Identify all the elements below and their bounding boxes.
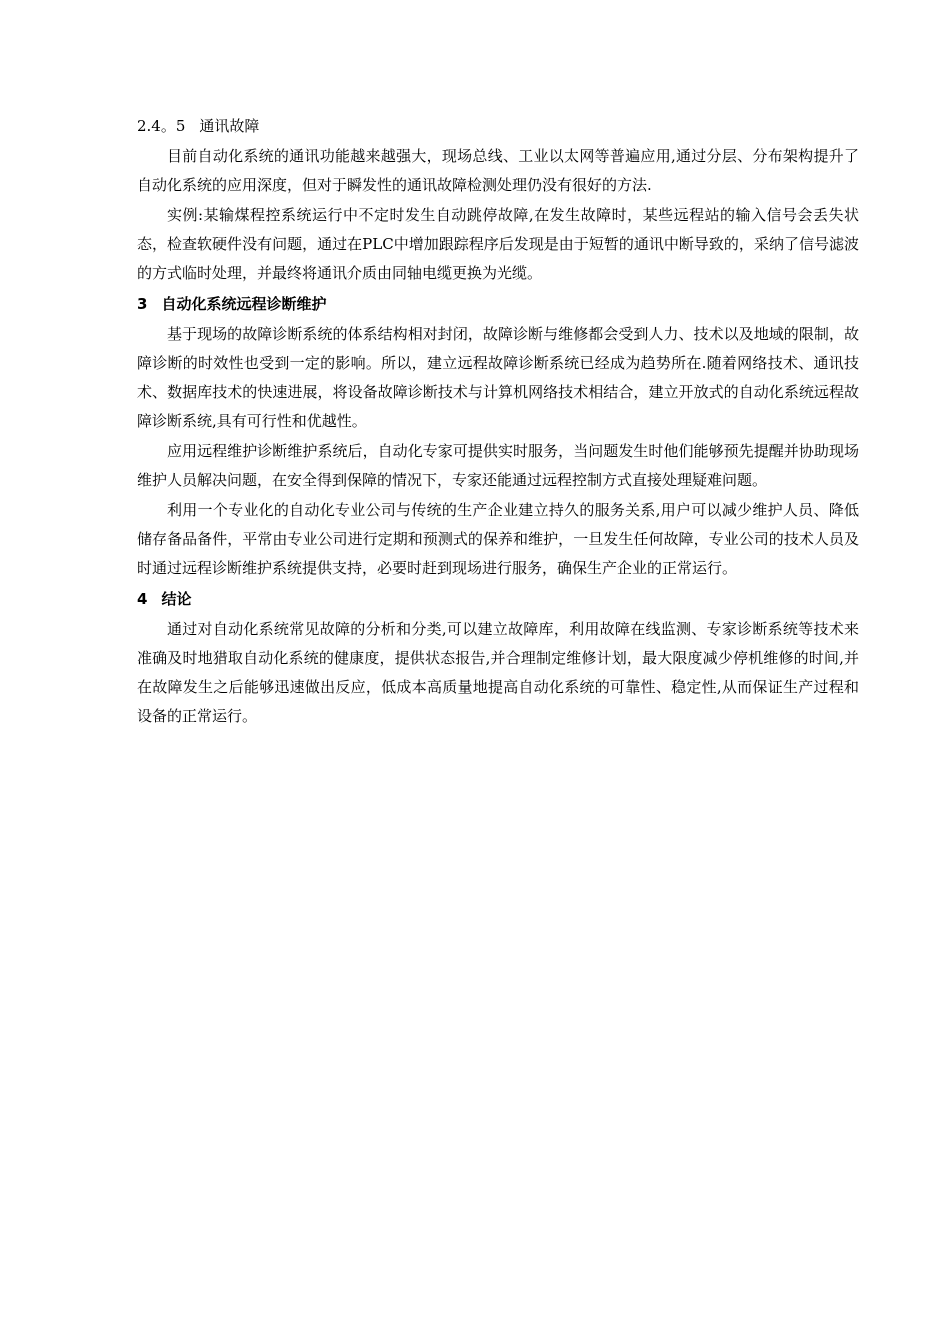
paragraph: 应用远程维护诊断维护系统后，自动化专家可提供实时服务，当问题发生时他们能够预先提醒并协助现场维护人员解决问题，在安全得到保障的情况下，专家还能通过远程控制方式直接处理疑难问题。: [137, 442, 859, 489]
section-title: 结论: [161, 590, 192, 608]
paragraph: 通过对自动化系统常见故障的分析和分类,可以建立故障库，利用故障在线监测、专家诊断系统等技术来准确及时地猎取自动化系统的健康度，提供状态报告,并合理制定维修计划，最大限度减少停机维修的时间,并在故障发生之后能够迅速做出反应，低成本高质量地提高自动化系统的可靠性、稳定性,从而保证生产过程和设备的正常运行。: [137, 620, 859, 725]
paragraph: 实例:某输煤程控系统运行中不定时发生自动跳停故障,在发生故障时，某些远程站的输入信号会丢失状态，检查软硬件没有问题，通过在PLC中增加跟踪程序后发现是由于短暂的通讯中断导致的，采纳了信号滤波的方式临时处理，并最终将通讯介质由同轴电缆更换为光缆。: [137, 206, 859, 282]
paragraph: 目前自动化系统的通讯功能越来越强大，现场总线、工业以太网等普遍应用,通过分层、分布架构提升了自动化系统的应用深度，但对于瞬发性的通讯故障检测处理仍没有很好的方法.: [137, 147, 859, 194]
section-heading-2-4-5: [137, 112, 859, 140]
section-number: 2.4。5: [137, 117, 186, 135]
paragraph: 利用一个专业化的自动化专业公司与传统的生产企业建立持久的服务关系,用户可以减少维护人员、降低储存备品备件，平常由专业公司进行定期和预测式的保养和维护，一旦发生任何故障，专业公司的技术人员及时通过远程诊断维护系统提供支持，必要时赶到现场进行服务，确保生产企业的正常运行。: [137, 501, 859, 577]
section-number: 3: [137, 295, 148, 313]
section-number: 4: [137, 590, 148, 608]
paragraph: 基于现场的故障诊断系统的体系结构相对封闭，故障诊断与维修都会受到人力、技术以及地域的限制，故障诊断的时效性也受到一定的影响。所以，建立远程故障诊断系统已经成为趋势所在.随着网络技术、通讯技术、数据库技术的快速进展，将设备故障诊断技术与计算机网络技术相结合，建立开放式的自动化系统远程故障诊断系统,具有可行性和优越性。: [137, 325, 859, 430]
document-body: [137, 112, 859, 732]
section-heading-3: [137, 290, 859, 318]
section-title: 通讯故障: [199, 117, 260, 135]
section-title: 自动化系统远程诊断维护: [161, 295, 327, 313]
section-heading-4: [137, 585, 859, 613]
